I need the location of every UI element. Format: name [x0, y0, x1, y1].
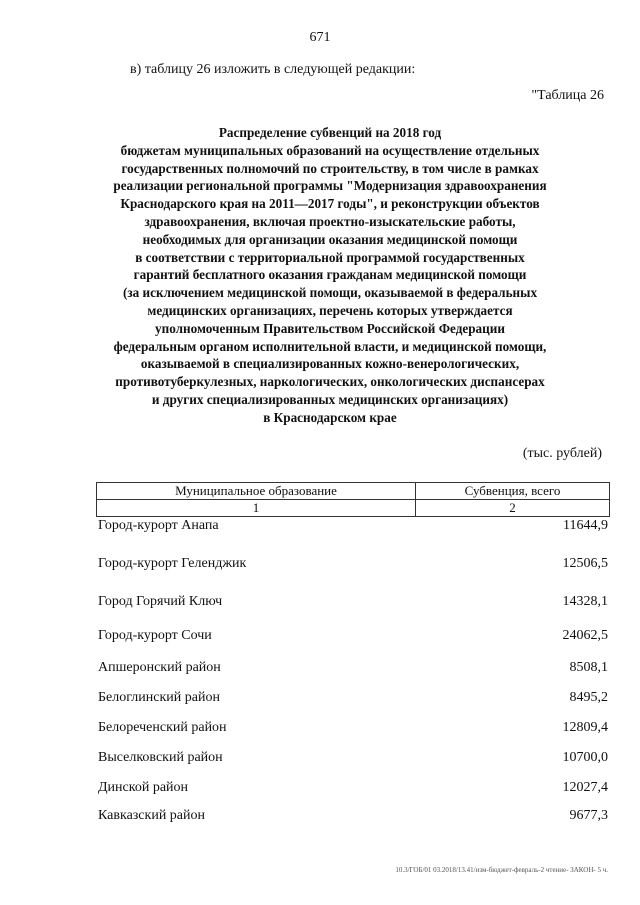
page-number: 671 — [309, 30, 331, 45]
title-line: Краснодарского края на 2011—2017 годы", и реконструкции объектов — [120, 196, 540, 212]
title-line: противотуберкулезных, наркологических, онкологических диспансерах — [115, 374, 545, 390]
subvention-value: 12809,4 — [562, 720, 608, 735]
subvention-value: 14328,1 — [562, 594, 608, 609]
municipality-name: Город-курорт Геленджик — [98, 556, 247, 571]
municipality-name: Выселковский район — [98, 750, 223, 765]
column-number-2: 2 — [509, 500, 516, 515]
title-line: Распределение субвенций на 2018 год — [218, 125, 442, 140]
subvention-value: 24062,5 — [562, 628, 608, 643]
table-row — [98, 660, 608, 676]
column-number-1: 1 — [97, 500, 416, 516]
table-title — [70, 124, 590, 427]
municipality-name: Белореченский район — [98, 720, 227, 735]
table-row — [98, 628, 608, 644]
table-row — [98, 556, 608, 572]
table-row — [98, 750, 608, 766]
title-line: и других специализированных медицинских организациях) — [151, 391, 509, 407]
subvention-value: 8495,2 — [569, 690, 608, 705]
title-line: необходимых для организации оказания медицинской помощи — [142, 231, 518, 247]
intro-text: в) таблицу 26 изложить в следующей редакции: — [130, 62, 416, 77]
table-row — [98, 780, 608, 796]
footer-text: 10.3/ГОБ/01 03.2018/13.41/изм-бюджет-февраль-2 чтение- ЗАКОН- 5 ч. — [395, 866, 608, 874]
title-line: федеральным органом исполнительной власти, и медицинской помощи, — [113, 338, 547, 354]
table-label: "Таблица 26 — [531, 88, 604, 103]
municipality-name: Город Горячий Ключ — [98, 594, 223, 609]
municipality-name: Кавказский район — [98, 808, 206, 823]
table-header — [96, 482, 610, 517]
subvention-value: 12027,4 — [562, 780, 608, 795]
header-row — [97, 483, 609, 499]
table-row — [98, 594, 608, 610]
table-row — [98, 808, 608, 824]
title-line: (за исключением медицинской помощи, оказываемой в федеральных — [122, 285, 538, 301]
title-line: здравоохранения, включая проектно-изыскательские работы, — [144, 213, 516, 229]
table-row — [98, 518, 608, 534]
units-label: (тыс. рублей) — [522, 446, 602, 461]
municipality-name: Апшеронский район — [98, 660, 221, 675]
municipality-name: Город-курорт Сочи — [98, 628, 212, 643]
title-line: уполномоченным Правительством Российской Федерации — [155, 320, 505, 336]
subvention-value: 9677,3 — [569, 808, 608, 823]
table-row — [98, 720, 608, 736]
title-line: реализации региональной программы "Модернизация здравоохранения — [113, 178, 547, 194]
subvention-value: 11644,9 — [563, 518, 608, 533]
subvention-value: 10700,0 — [562, 750, 608, 765]
municipality-name: Город-курорт Анапа — [98, 518, 219, 533]
title-line: бюджетам муниципальных образований на осуществление отдельных — [120, 142, 540, 158]
title-line: в Краснодарском крае — [263, 409, 397, 425]
title-line: медицинских организациях, перечень которых утверждается — [147, 302, 513, 318]
table-row — [98, 690, 608, 706]
municipality-name: Белоглинский район — [98, 690, 220, 705]
column-header-municipality: Муниципальное образование — [97, 483, 416, 499]
title-line: оказываемой в специализированных кожно-венерологических, — [140, 356, 520, 372]
subvention-value: 12506,5 — [562, 556, 608, 571]
column-header-subvention: Субвенция, всего — [464, 483, 561, 498]
municipality-name: Динской район — [98, 780, 189, 795]
title-line: в соответствии с территориальной программой государственных — [135, 249, 525, 265]
title-line: государственных полномочий по строительству, в том числе в рамках — [121, 160, 539, 176]
title-line: гарантий бесплатного оказания гражданам медицинской помощи — [133, 267, 527, 283]
header-number-row — [97, 499, 609, 516]
subvention-value: 8508,1 — [569, 660, 608, 675]
